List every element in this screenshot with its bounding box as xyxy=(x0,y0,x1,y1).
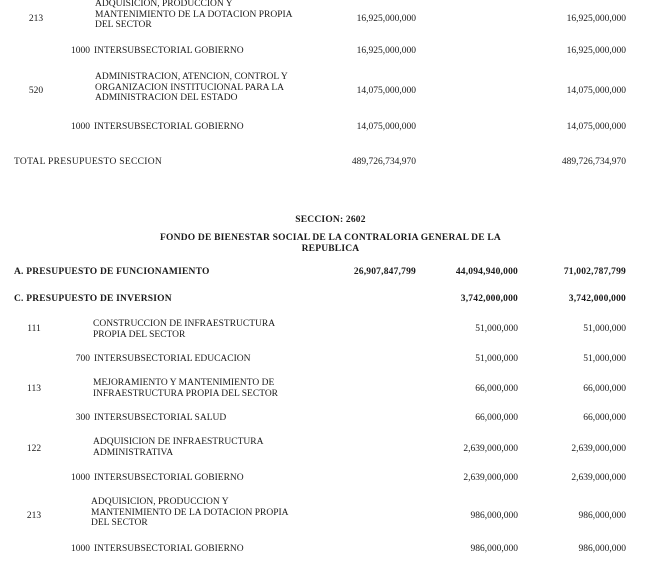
program-description: CONSTRUCCION DE INFRAESTRUCTURA PROPIA DEL SECTOR xyxy=(93,319,276,340)
program-description: ADQUISICION DE INFRAESTRUCTURA ADMINISTRATIVA xyxy=(93,437,264,458)
subprogram-code: 1000 xyxy=(71,473,90,483)
program-code: 122 xyxy=(26,444,42,454)
section-total-amount: 489,726,734,970 xyxy=(561,157,626,167)
amount-total: 16,925,000,000 xyxy=(566,46,626,56)
subprogram-code: 1000 xyxy=(71,46,90,56)
program-description: MEJORAMIENTO Y MANTENIMIENTO DE INFRAESTRUCTURA PROPIA DEL SECTOR xyxy=(93,378,279,399)
amount-column-2: 51,000,000 xyxy=(475,324,518,334)
amount-column-2: 3,742,000,000 xyxy=(460,294,518,304)
program-code: 113 xyxy=(27,384,41,394)
amount-column-1: 16,925,000,000 xyxy=(356,14,416,24)
amount-total: 16,925,000,000 xyxy=(566,14,626,24)
amount-total: 66,000,000 xyxy=(583,384,626,394)
program-description: ADQUISICION, PRODUCCION Y MANTENIMIENTO DE LA DOTACION PROPIA DEL SECTOR xyxy=(91,497,289,528)
amount-total: 14,075,000,000 xyxy=(566,86,626,96)
amount-column-2: 986,000,000 xyxy=(470,544,518,554)
amount-total: 51,000,000 xyxy=(583,324,626,334)
amount-column-2: 51,000,000 xyxy=(475,354,518,364)
program-description: ADMINISTRACION, ATENCION, CONTROL Y ORGANIZACION INSTITUCIONAL PARA LA ADMINISTRACION DEL ESTADO xyxy=(95,72,288,103)
amount-column-1: 16,925,000,000 xyxy=(356,46,416,56)
amount-total: 71,002,787,799 xyxy=(563,267,626,277)
section-total-label: TOTAL PRESUPUESTO SECCION xyxy=(14,157,163,167)
subprogram-description: INTERSUBSECTORIAL SALUD xyxy=(94,413,227,423)
amount-total: 3,742,000,000 xyxy=(568,294,626,304)
subprogram-description: INTERSUBSECTORIAL GOBIERNO xyxy=(94,473,244,483)
subprogram-code: 1000 xyxy=(71,544,90,554)
amount-total: 66,000,000 xyxy=(583,413,626,423)
subprogram-description: INTERSUBSECTORIAL GOBIERNO xyxy=(94,46,244,56)
program-description: ADQUISICION, PRODUCCION Y MANTENIMIENTO DE LA DOTACION PROPIA DEL SECTOR xyxy=(95,0,293,30)
amount-column-2: 66,000,000 xyxy=(475,384,518,394)
amount-total: 2,639,000,000 xyxy=(571,444,626,454)
subprogram-description: INTERSUBSECTORIAL EDUCACION xyxy=(94,354,251,364)
subprogram-description: INTERSUBSECTORIAL GOBIERNO xyxy=(94,122,244,132)
amount-column-1: 14,075,000,000 xyxy=(356,122,416,132)
subprogram-description: INTERSUBSECTORIAL GOBIERNO xyxy=(94,544,244,554)
subprogram-code: 300 xyxy=(75,413,90,423)
amount-total: 14,075,000,000 xyxy=(566,122,626,132)
subprogram-code: 700 xyxy=(75,354,90,364)
amount-column-1: 14,075,000,000 xyxy=(356,86,416,96)
section-total-column-1: 489,726,734,970 xyxy=(351,157,416,167)
subprogram-code: 1000 xyxy=(71,122,90,132)
amount-total: 2,639,000,000 xyxy=(571,473,626,483)
section-heading: SECCION: 2602 xyxy=(295,215,366,225)
amount-total: 986,000,000 xyxy=(578,544,626,554)
amount-column-2: 986,000,000 xyxy=(470,511,518,521)
section-entity-name: FONDO DE BIENESTAR SOCIAL DE LA CONTRALORIA GENERAL DE LA REPUBLICA xyxy=(160,233,501,254)
category-label: A. PRESUPUESTO DE FUNCIONAMIENTO xyxy=(14,267,210,277)
program-code: 213 xyxy=(28,14,44,24)
amount-column-2: 44,094,940,000 xyxy=(455,267,518,277)
amount-column-2: 66,000,000 xyxy=(475,413,518,423)
category-label: C. PRESUPUESTO DE INVERSION xyxy=(14,294,172,304)
program-code: 213 xyxy=(26,511,42,521)
amount-total: 986,000,000 xyxy=(578,511,626,521)
amount-column-1: 26,907,847,799 xyxy=(353,267,416,277)
program-code: 520 xyxy=(28,86,44,96)
amount-total: 51,000,000 xyxy=(583,354,626,364)
amount-column-2: 2,639,000,000 xyxy=(463,473,518,483)
amount-column-2: 2,639,000,000 xyxy=(463,444,518,454)
program-code: 111 xyxy=(27,324,41,334)
